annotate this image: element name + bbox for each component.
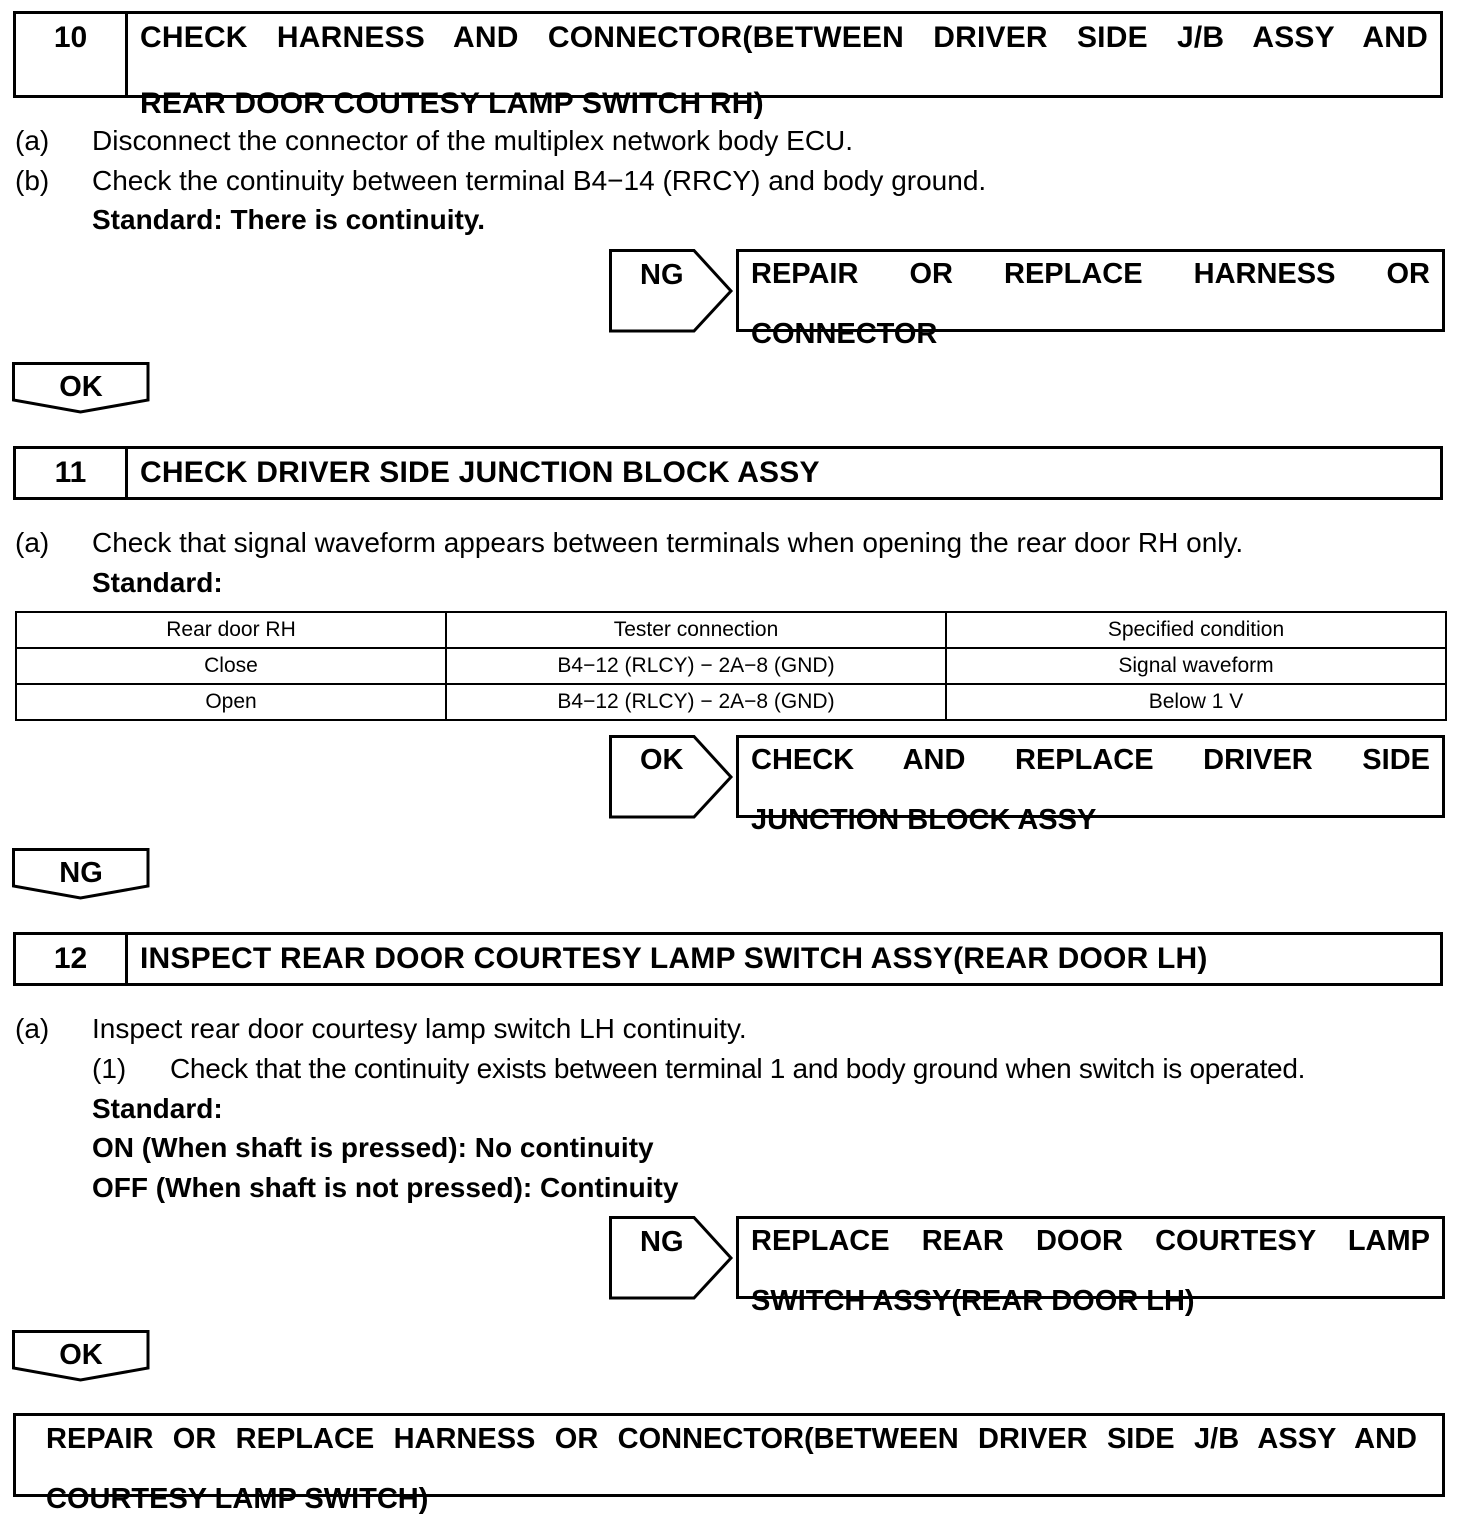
table-header-cell: Tester connection xyxy=(446,612,946,648)
step-12-a-marker: (a) xyxy=(15,1013,50,1044)
step-12-sub1-marker: (1) xyxy=(92,1053,127,1084)
step-12-continue-label: OK xyxy=(59,1339,103,1371)
step-title: INSPECT REAR DOOR COURTESY LAMP SWITCH ASSY(REAR DOOR LH) xyxy=(140,942,1208,975)
step-number: 10 xyxy=(16,14,128,95)
step-10-b-marker: (b) xyxy=(15,165,50,196)
final-result-box: REPAIR OR REPLACE HARNESS OR CONNECTOR(BETWEEN DRIVER SIDE J/B ASSY AND COURTESY LAMP SWITCH) xyxy=(13,1413,1445,1497)
step-10-a-marker: (a) xyxy=(15,125,50,156)
step-12-off-text: OFF (When shaft is not pressed): Continuity xyxy=(92,1172,679,1203)
step-11-a-text: Check that signal waveform appears between terminals when opening the rear door RH only. xyxy=(92,527,1244,558)
step-10-continue-label: OK xyxy=(59,371,103,403)
step-12-sub1-text: Check that the continuity exists between terminal 1 and body ground when switch is operated. xyxy=(170,1053,1306,1084)
step-10-branch-result: REPAIR OR REPLACE HARNESS OR CONNECTOR xyxy=(736,249,1445,332)
table-cell: B4−12 (RLCY) − 2A−8 (GND) xyxy=(446,684,946,720)
step-10-a-text: Disconnect the connector of the multiplex network body ECU. xyxy=(92,125,854,156)
step-11-a-marker: (a) xyxy=(15,527,50,558)
step-10-header xyxy=(13,11,1443,120)
step-10-branch-label: NG xyxy=(640,259,684,291)
table-header-cell: Rear door RH xyxy=(16,612,446,648)
table-header-cell: Specified condition xyxy=(946,612,1446,648)
step-11-branch-result: CHECK AND REPLACE DRIVER SIDE JUNCTION BLOCK ASSY xyxy=(736,735,1445,818)
step-10-standard: Standard: There is continuity. xyxy=(92,204,486,235)
step-12-branch-label: NG xyxy=(640,1226,684,1258)
step-12-standard: Standard: xyxy=(92,1093,223,1124)
step-11-standard: Standard: xyxy=(92,567,223,598)
step-title: CHECK DRIVER SIDE JUNCTION BLOCK ASSY xyxy=(140,456,820,489)
step-12-a-text: Inspect rear door courtesy lamp switch LH continuity. xyxy=(92,1013,747,1044)
step-11-branch-label: OK xyxy=(640,744,684,776)
table-header-row xyxy=(16,612,1446,648)
table-row xyxy=(16,648,1446,684)
step-11-continue-label: NG xyxy=(59,857,103,889)
table-cell: B4−12 (RLCY) − 2A−8 (GND) xyxy=(446,648,946,684)
step-12-on-text: ON (When shaft is pressed): No continuity xyxy=(92,1132,654,1163)
table-cell: Signal waveform xyxy=(946,648,1446,684)
table-cell: Close xyxy=(16,648,446,684)
table-cell: Below 1 V xyxy=(946,684,1446,720)
step-title: CHECK HARNESS AND CONNECTOR(BETWEEN DRIVER SIDE J/B ASSY AND REAR DOOR COUTESY LAMP SWITCH RH) xyxy=(140,21,1428,120)
step-number: 12 xyxy=(16,935,128,983)
spec-table xyxy=(15,611,1447,721)
step-11-header xyxy=(13,446,1443,500)
step-12-branch-result: REPLACE REAR DOOR COURTESY LAMP SWITCH ASSY(REAR DOOR LH) xyxy=(736,1216,1445,1299)
step-10-b-text: Check the continuity between terminal B4−14 (RRCY) and body ground. xyxy=(92,165,987,196)
table-cell: Open xyxy=(16,684,446,720)
step-number: 11 xyxy=(16,449,128,497)
table-row xyxy=(16,684,1446,720)
step-12-header xyxy=(13,932,1443,986)
